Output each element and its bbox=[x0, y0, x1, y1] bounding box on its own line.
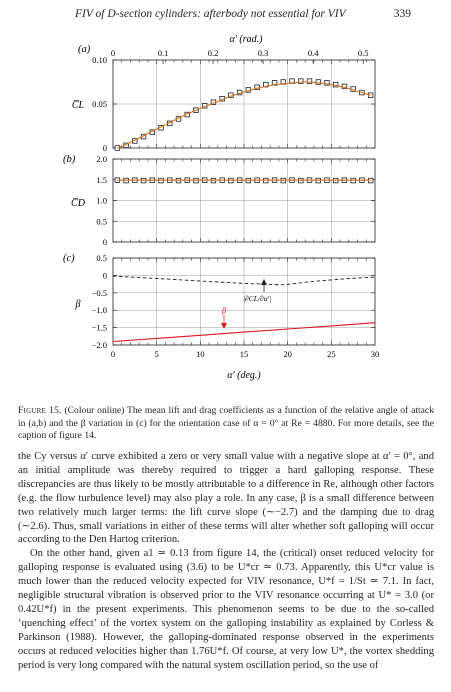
black-arrow-head bbox=[261, 279, 267, 285]
panel-label-b: (b) bbox=[63, 154, 76, 165]
page-number: 339 bbox=[393, 8, 411, 20]
y-tick-label-c: 0.5 bbox=[96, 253, 107, 263]
top-axis-tick-label: 0.1 bbox=[157, 48, 169, 58]
data-point-a bbox=[115, 146, 120, 151]
y-tick-label-b: 2.0 bbox=[96, 154, 107, 164]
panel-label-a: (a) bbox=[78, 44, 91, 55]
data-point-a bbox=[307, 79, 312, 84]
y-tick-label-a: 0.10 bbox=[92, 55, 107, 65]
running-title: FIV of D-section cylinders: afterbody not essential for VIV bbox=[75, 8, 346, 20]
y-tick-label-a: 0 bbox=[102, 143, 107, 153]
top-axis-tick-label: 0.2 bbox=[207, 48, 219, 58]
bottom-axis-tick-label: 10 bbox=[196, 349, 205, 359]
bottom-axis-tick-label: 5 bbox=[154, 349, 159, 359]
bottom-axis-tick-label: 0 bbox=[110, 349, 116, 359]
y-tick-label-a: 0.05 bbox=[92, 99, 107, 109]
figure-15 bbox=[0, 26, 451, 401]
ylabel-a: C̅L bbox=[71, 100, 85, 111]
body-text bbox=[18, 450, 434, 673]
figure-caption bbox=[18, 405, 434, 443]
top-axis-tick-label: 0.4 bbox=[307, 48, 319, 58]
annotation-dcl-dalpha: |∂CL/∂α′| bbox=[243, 294, 272, 303]
top-axis-tick-label: 0.3 bbox=[257, 48, 269, 58]
panel-label-c: (c) bbox=[63, 253, 75, 264]
bottom-axis-tick-label: 30 bbox=[370, 349, 380, 359]
data-point-a bbox=[298, 79, 303, 84]
top-axis-tick-label: 0.5 bbox=[357, 48, 369, 58]
y-tick-label-c: −0.5 bbox=[91, 287, 107, 298]
ylabel-c: β bbox=[75, 299, 81, 310]
y-tick-label-b: 0.5 bbox=[96, 216, 107, 227]
top-axis-label: α′ (rad.) bbox=[229, 34, 263, 45]
y-tick-label-b: 1.5 bbox=[96, 174, 107, 185]
y-tick-label-c: −1.5 bbox=[91, 322, 107, 333]
y-tick-label-c: −1.0 bbox=[91, 305, 107, 316]
annotation-beta: β bbox=[222, 306, 226, 315]
bottom-axis-label: α′ (deg.) bbox=[227, 370, 261, 381]
ylabel-b: C̅D bbox=[71, 198, 85, 209]
y-tick-label-c: −2.0 bbox=[91, 340, 107, 350]
y-tick-label-b: 0 bbox=[102, 237, 107, 247]
bottom-axis-tick-label: 25 bbox=[327, 349, 336, 359]
y-tick-label-b: 1.0 bbox=[96, 195, 107, 206]
paragraph-1: the Cy versus α′ curve exhibited a zero or very small value with a negative slope at α′ = 0°, and an initial amplitude was thereby required to trigger a hard galloping response. These discrepancies are thus likely to be mostly attributable to a difference in Re, although other factors (e.g. the flow turbulence level) may also play a role. In any case, β is a small difference between two relatively much larger terms: the lift curve slope (∼−2.7) and the damping due to drag (∼2.6). Thus, small variations in either of these terms will alter whether soft galloping will occur according to the Den Hartog criterion. bbox=[18, 451, 434, 546]
y-tick-label-c: 0 bbox=[102, 270, 107, 281]
top-axis-tick-label: 0 bbox=[110, 48, 116, 58]
paragraph-2: On the other hand, given a1 ≃ 0.13 from figure 14, the (critical) onset reduced velocity for galloping response is evaluated using (3.6) to be U*cr ≃ 0.73. Apparently, this U*cr value is much lower than the reduced velocity expected for VIV resonance, U*f = 1/St ≃ 7.1. In fact, negligible structural vibration is observed prior to the VIV resonance occurring at U* = 3.0 (or 0.42U*f) in the present experiments. This phenomenon seems to be due to the so-called ‘quenching effect’ of the vortex system on the galloping instability as explained by Corless & Parkinson (1988). However, the galloping-dominated response observed in the experiments occurs at reduced velocities higher than 1.76U*f. Of course, at very low U*, the vortex shedding period is very long compared with the natural system oscillation period, so the use of bbox=[18, 548, 434, 671]
running-header bbox=[75, 8, 411, 22]
caption-text: (Colour online) The mean lift and drag coefficients as a function of the relative angle of attack in (a,b) and the β variation in (c) for the orientation case of α = 0° at Re = 4880. For more details, see the caption of figure 14. bbox=[18, 405, 434, 442]
bottom-axis-tick-label: 15 bbox=[239, 349, 249, 359]
bottom-axis-tick-label: 20 bbox=[283, 349, 292, 359]
red-arrow-head bbox=[221, 323, 227, 329]
caption-label: Figure 15. bbox=[18, 405, 62, 416]
